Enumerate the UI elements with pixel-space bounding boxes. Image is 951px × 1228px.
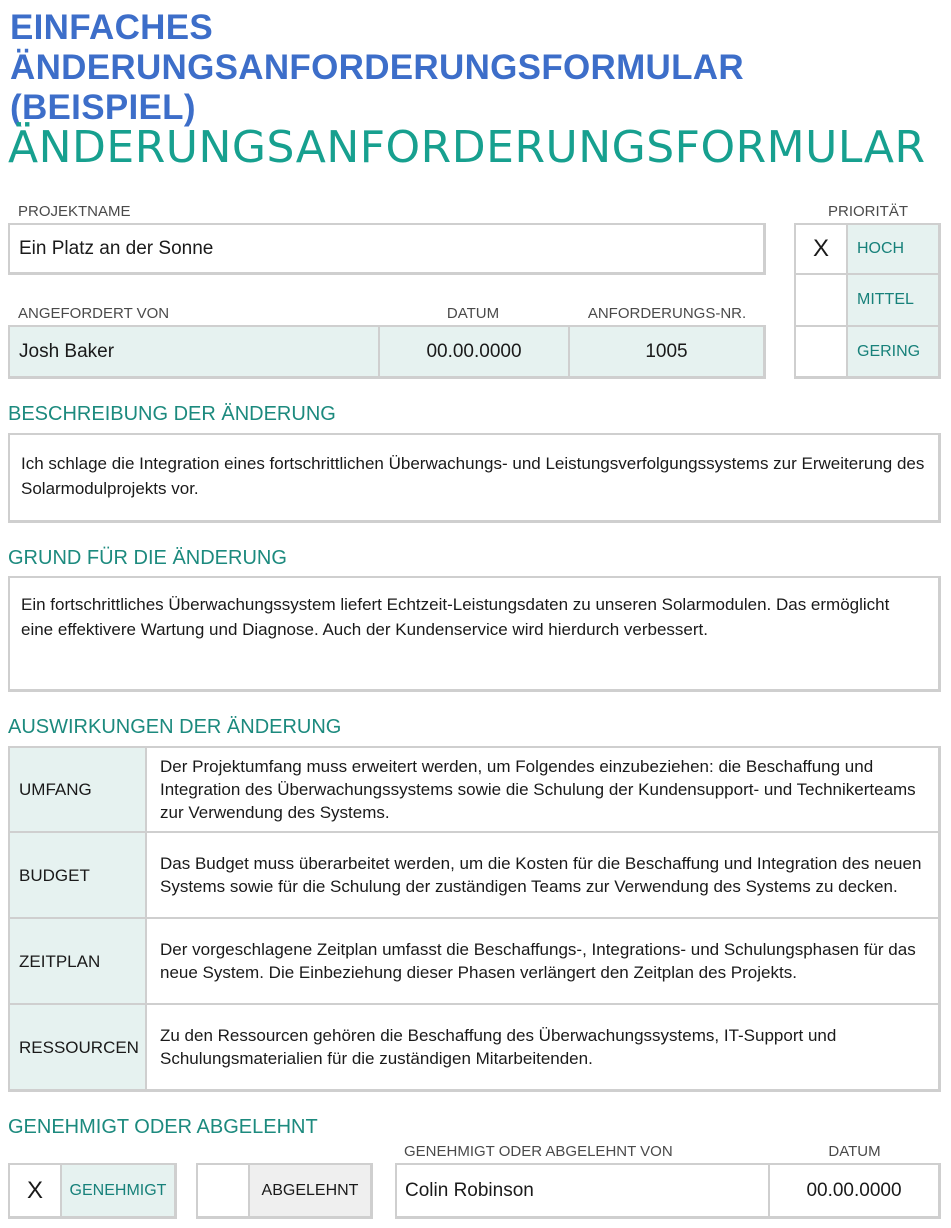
approval-row — [395, 1163, 941, 1219]
approved-by-field[interactable] — [397, 1165, 770, 1216]
rejected-label-cell[interactable] — [250, 1165, 370, 1216]
impact-budget-field[interactable] — [147, 833, 938, 917]
impact-text: Zu den Ressourcen gehören die Beschaffung des Überwachungssystems, IT-Support und Schulungsmaterialien für die zuständigen Mitarbeitenden. — [160, 1026, 837, 1068]
impact-schedule-field[interactable] — [147, 919, 938, 1003]
form-sub-title: ÄNDERUNGSANFORDERUNGSFORMULAR — [8, 122, 926, 173]
approved-mark: X — [26, 1176, 43, 1204]
approval-date-field[interactable] — [770, 1165, 938, 1216]
impact-category-label: BUDGET — [19, 865, 90, 885]
form-main-title — [10, 8, 945, 128]
impact-scope-field[interactable] — [147, 748, 938, 831]
description-text: Ich schlage die Integration eines fortschrittlichen Überwachungs- und Leistungsverfolgungssystems zur Erweiterung des Solarmodulprojekts vor. — [21, 454, 925, 498]
request-number-value: 1005 — [645, 340, 688, 362]
requested-by-field[interactable] — [10, 327, 380, 376]
approved-label: GENEHMIGT — [69, 1181, 167, 1199]
priority-high-label: HOCH — [857, 240, 905, 257]
priority-high-checkbox[interactable] — [796, 225, 848, 275]
rejected-label: ABGELEHNT — [261, 1181, 359, 1199]
description-field[interactable] — [8, 433, 941, 523]
approved-label-cell[interactable] — [62, 1165, 174, 1216]
impact-category-scope — [10, 748, 147, 831]
impact-category-label: ZEITPLAN — [19, 951, 101, 971]
rejected-checkbox[interactable] — [198, 1165, 250, 1216]
priority-medium-checkbox[interactable] — [796, 275, 848, 327]
priority-low-option[interactable] — [848, 327, 938, 376]
request-date-value: 00.00.0000 — [426, 340, 522, 362]
impact-resources-field[interactable] — [147, 1005, 938, 1089]
request-date-field[interactable] — [380, 327, 570, 376]
impact-category-schedule — [10, 919, 147, 1003]
table-row — [10, 833, 938, 919]
main-title-line-2: (BEISPIEL) — [10, 88, 196, 127]
description-heading: BESCHREIBUNG DER ÄNDERUNG — [8, 403, 336, 425]
priority-high-mark: X — [812, 235, 829, 262]
rejected-option — [196, 1163, 373, 1219]
request-row — [8, 325, 766, 379]
request-number-field[interactable] — [570, 327, 763, 376]
project-name-field[interactable] — [8, 223, 766, 275]
project-name-value: Ein Platz an der Sonne — [19, 237, 214, 259]
impact-text: Der Projektumfang muss erweitert werden, um Folgendes einzubeziehen: die Beschaffung und Integration des Überwachungssystems sowie die Schulung der Kundensupport- und Technikerteams zur Verwendung des Systems. — [160, 757, 916, 822]
impact-text: Das Budget muss überarbeitet werden, um die Kosten für die Beschaffung und Integration des neuen Systems sowie für die Schulung der zuständigen Teams zur Verwendung des Systems zu decken. — [160, 854, 922, 896]
impact-category-budget — [10, 833, 147, 917]
priority-medium-label: MITTEL — [857, 291, 914, 308]
approved-option — [8, 1163, 177, 1219]
table-row — [10, 1005, 938, 1089]
impact-heading: AUSWIRKUNGEN DER ÄNDERUNG — [8, 716, 342, 738]
impact-text: Der vorgeschlagene Zeitplan umfasst die Beschaffungs-, Integrations- und Schulungsphasen für das neue System. Die Einbeziehung dieser Phasen verlängert den Zeitplan des Projekts. — [160, 940, 916, 982]
reason-heading: GRUND FÜR DIE ÄNDERUNG — [8, 547, 287, 569]
priority-box — [794, 223, 941, 379]
impact-table — [8, 746, 941, 1092]
request-number-label: ANFORDERUNGS-NR. — [587, 305, 747, 322]
reason-text: Ein fortschrittliches Überwachungssystem liefert Echtzeit-Leistungsdaten zu unseren Solarmodulen. Das ermöglicht eine effektivere Wartung und Diagnose. Auch der Kundenservice wird hierdurch verbessert. — [21, 595, 890, 639]
requested-by-value: Josh Baker — [19, 340, 115, 362]
main-title-line-1: EINFACHES ÄNDERUNGSANFORDERUNGSFORMULAR — [10, 8, 744, 87]
approved-checkbox[interactable] — [10, 1165, 62, 1216]
priority-low-label: GERING — [857, 342, 921, 360]
table-row — [10, 919, 938, 1005]
request-date-label: DATUM — [446, 305, 500, 322]
impact-category-label: UMFANG — [19, 780, 92, 799]
approval-date-value: 00.00.0000 — [806, 1179, 902, 1201]
table-row — [10, 748, 938, 833]
impact-category-label: RESSOURCEN — [19, 1037, 139, 1057]
priority-high-option[interactable] — [848, 225, 938, 275]
priority-low-checkbox[interactable] — [796, 327, 848, 376]
priority-medium-option[interactable] — [848, 275, 938, 327]
project-name-label: PROJEKTNAME — [18, 203, 131, 220]
priority-label: PRIORITÄT — [828, 203, 909, 220]
approved-by-label: GENEHMIGT ODER ABGELEHNT VON — [404, 1143, 673, 1160]
impact-category-resources — [10, 1005, 147, 1089]
reason-field[interactable] — [8, 576, 941, 692]
approval-date-label: DATUM — [828, 1143, 881, 1160]
approved-by-value: Colin Robinson — [405, 1179, 534, 1201]
requested-by-label: ANGEFORDERT VON — [18, 305, 170, 322]
approval-heading: GENEHMIGT ODER ABGELEHNT — [8, 1116, 318, 1138]
